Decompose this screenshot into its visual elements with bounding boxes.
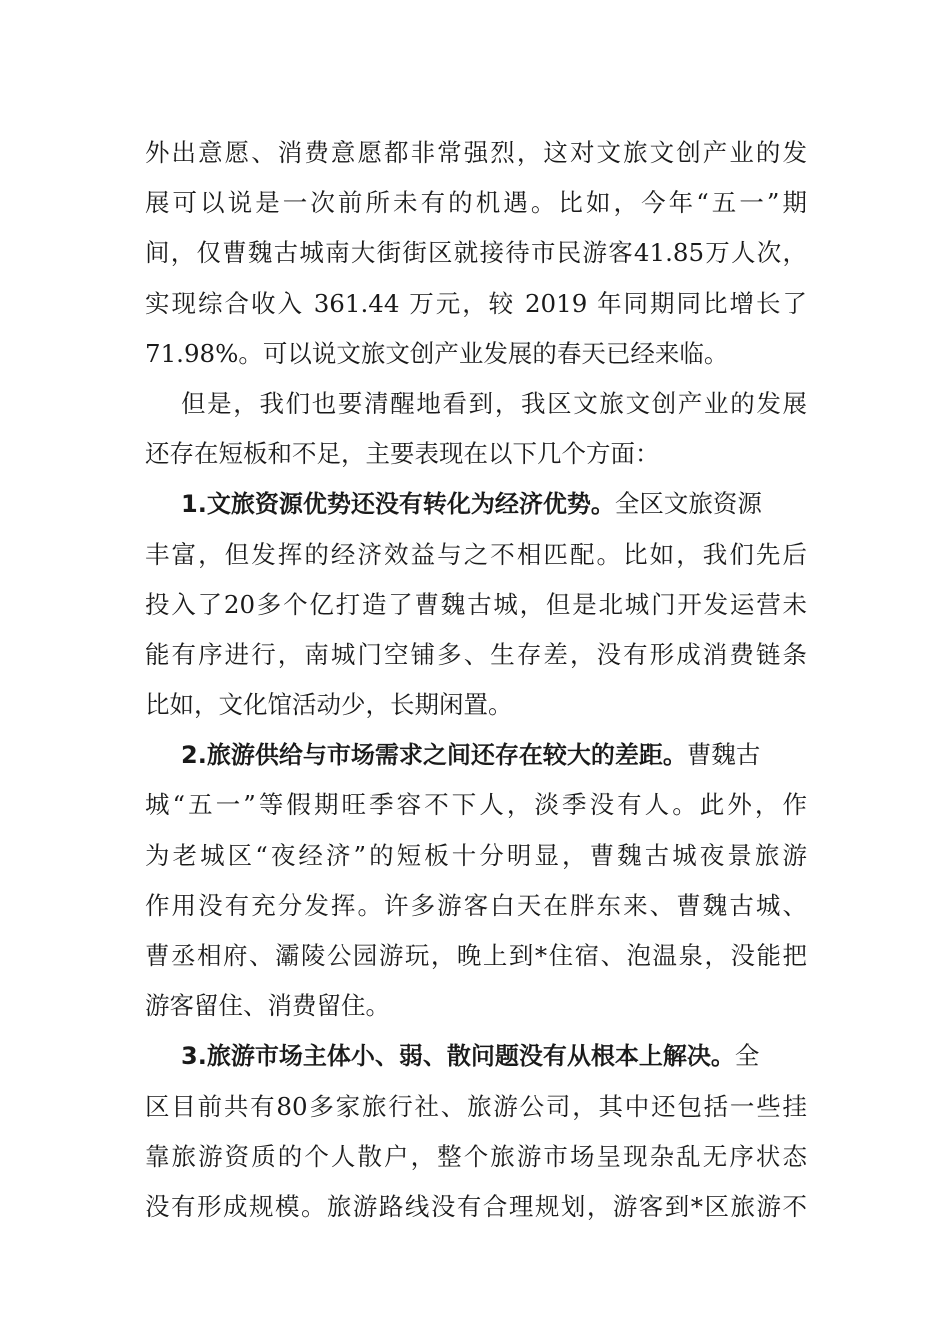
text-line: 投入了20多个亿打造了曹魏古城，但是北城门开发运营未 (145, 589, 807, 619)
text-line: 能有序进行，南城门空铺多、生存差，没有形成消费链条 (145, 639, 807, 669)
paragraph-first-line (145, 1031, 807, 1081)
paragraph-first-line (145, 479, 807, 529)
paragraph-first-line (145, 730, 807, 780)
section-heading: 2.旅游供给与市场需求之间还存在较大的差距。 (181, 741, 687, 770)
text-line: 没有形成规模。旅游路线没有合理规划，游客到*区旅游不 (145, 1191, 807, 1221)
text-line: 区目前共有80多家旅行社、旅游公司，其中还包括一些挂 (145, 1091, 807, 1121)
section-heading: 3.旅游市场主体小、弱、散问题没有从根本上解决。 (181, 1042, 735, 1071)
text-line: 展可以说是一次前所未有的机遇。比如，今年“五一”期 (145, 188, 807, 218)
text-line: 但是，我们也要清醒地看到，我区文旅文创产业的发展 (181, 388, 807, 418)
text-run: 全区文旅资源 (614, 489, 762, 519)
text-line: 比如，文化馆活动少，长期闲置。 (145, 690, 513, 720)
text-line: 丰富，但发挥的经济效益与之不相匹配。比如，我们先后 (145, 539, 807, 569)
text-line: 外出意愿、消费意愿都非常强烈，这对文旅文创产业的发 (145, 138, 807, 167)
text-line: 为老城区“夜经济”的短板十分明显，曹魏古城夜景旅游 (145, 840, 807, 870)
section-heading: 1.文旅资源优势还没有转化为经济优势。 (181, 490, 615, 519)
text-line: 靠旅游资质的个人散户，整个旅游市场呈现杂乱无序状态 (145, 1141, 807, 1171)
text-line: 71.98%。可以说文旅文创产业发展的春天已经来临。 (145, 338, 729, 368)
text-run: 曹魏古 (686, 740, 761, 770)
text-line: 实现综合收入 361.44 万元，较 2019 年同期同比增长了 (145, 288, 807, 318)
text-line: 游客留住、消费留住。 (145, 991, 390, 1021)
text-line: 还存在短板和不足，主要表现在以下几个方面： (145, 439, 660, 469)
text-line: 作用没有充分发挥。许多游客白天在胖东来、曹魏古城、 (145, 890, 807, 920)
text-run: 全 (734, 1041, 760, 1071)
document-page (145, 128, 807, 1232)
text-line: 城“五一”等假期旺季容不下人，淡季没有人。此外，作 (145, 790, 807, 820)
text-line: 间，仅曹魏古城南大街街区就接待市民游客41.85万人次， (145, 238, 807, 268)
text-line: 曹丞相府、灞陵公园游玩，晚上到*住宿、泡温泉，没能把 (145, 941, 807, 970)
